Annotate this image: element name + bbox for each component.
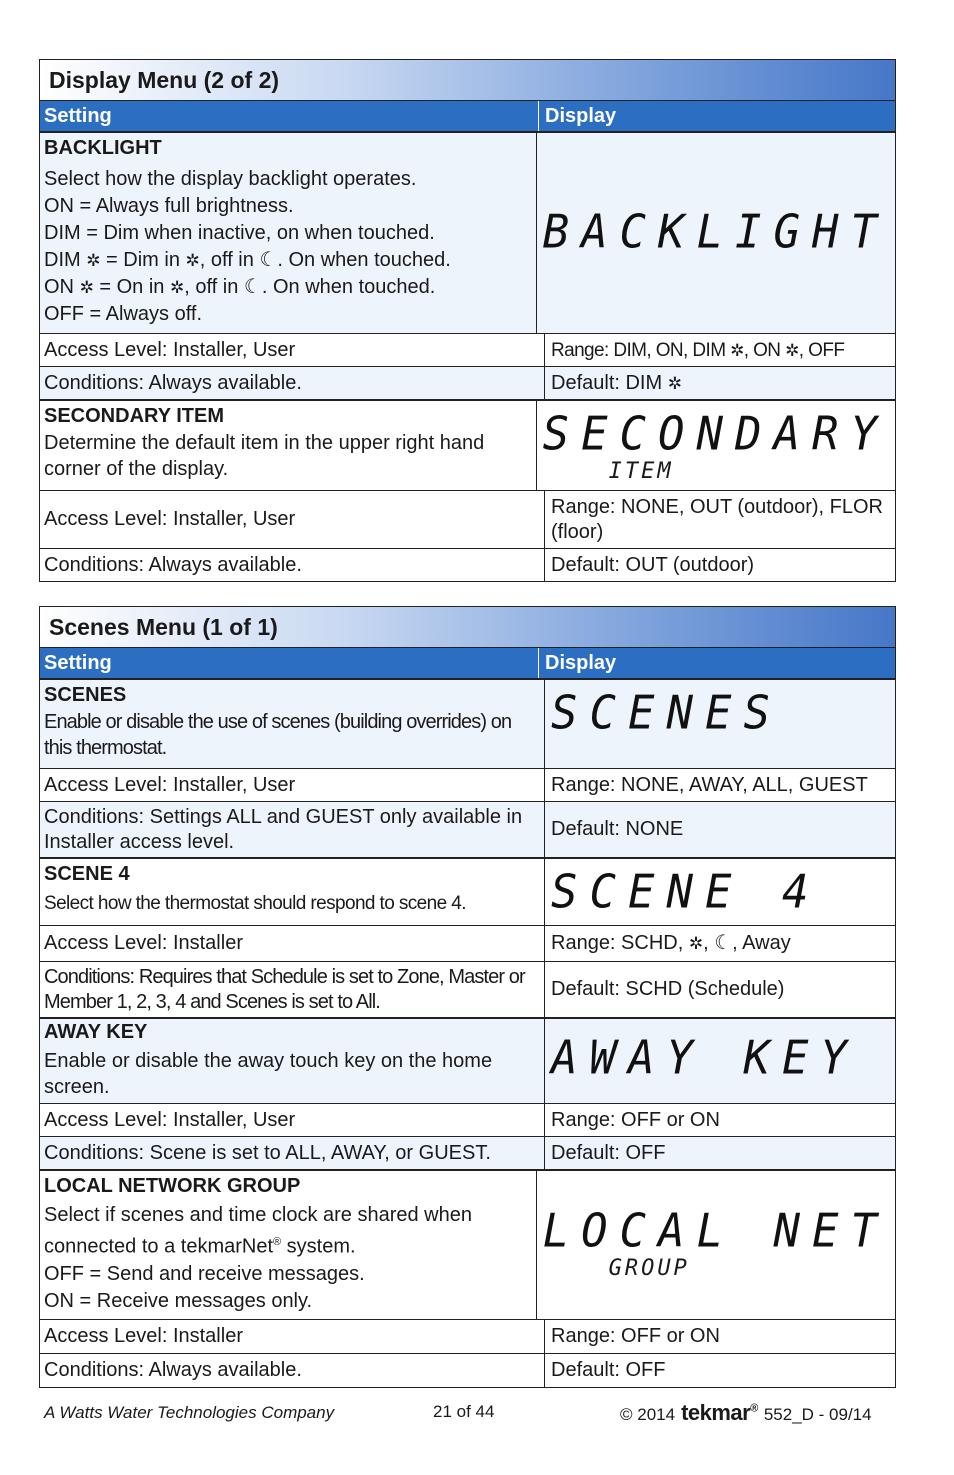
display-menu-header xyxy=(40,101,895,132)
backlight-desc1: Select how the display backlight operates. xyxy=(44,168,417,190)
secondary-lcd: SECONDARY xyxy=(542,407,889,462)
secondary-access-row xyxy=(40,490,895,548)
awaykey-lcd: AWAY KEY xyxy=(551,1031,859,1086)
footer-doc-code: 552_D - 09/14 xyxy=(763,1405,872,1424)
sun-icon: ✲ xyxy=(688,934,704,953)
sun-icon: ✲ xyxy=(79,278,94,297)
scenes-default: Default: NONE xyxy=(551,818,684,840)
scenes-conditions: Conditions: Settings ALL and GUEST only available in Installer access level. xyxy=(40,802,545,857)
awaykey-row xyxy=(40,1017,895,1103)
awaykey-conditions-row xyxy=(40,1136,895,1169)
secondary-row xyxy=(40,399,895,490)
moon-icon: ☾ xyxy=(259,249,278,271)
awaykey-range: Range: OFF or ON xyxy=(551,1108,720,1131)
scene4-access-row xyxy=(40,925,895,961)
scenes-name: SCENES xyxy=(44,684,127,706)
moon-icon: ☾ xyxy=(243,276,262,298)
scene4-row xyxy=(40,857,895,925)
scene4-range: Range: SCHD, ✲, ☾, Away xyxy=(545,926,895,961)
awaykey-conditions: Conditions: Scene is set to ALL, AWAY, or GUEST. xyxy=(40,1137,545,1169)
scenes-access: Access Level: Installer, User xyxy=(40,769,545,801)
scenes-range: Range: NONE, AWAY, ALL, GUEST xyxy=(551,773,868,796)
scenes-row xyxy=(40,679,895,768)
sun-icon: ✲ xyxy=(730,340,744,360)
backlight-conditions: Conditions: Always available. xyxy=(40,367,545,399)
backlight-name: BACKLIGHT xyxy=(44,137,162,159)
backlight-conditions-row xyxy=(40,366,895,399)
moon-icon: ☾ xyxy=(714,932,733,954)
scene4-name: SCENE 4 xyxy=(44,863,130,885)
secondary-desc: Determine the default item in the upper right hand corner of the display. xyxy=(44,432,485,480)
scene4-conditions-row xyxy=(40,961,895,1017)
backlight-access: Access Level: Installer, User xyxy=(40,334,545,366)
localnet-desc2: OFF = Send and receive messages. xyxy=(44,1262,365,1285)
backlight-range: Range: DIM, ON, DIM ✲, ON ✲, OFF xyxy=(545,334,895,366)
backlight-access-row xyxy=(40,333,895,366)
tekmar-logo: tekmar® xyxy=(681,1400,758,1425)
localnet-range: Range: OFF or ON xyxy=(551,1325,720,1347)
scenes-desc: Enable or disable the use of scenes (building overrides) on this thermostat. xyxy=(44,711,512,759)
col-display: Display xyxy=(545,652,617,674)
footer-company: A Watts Water Technologies Company xyxy=(44,1403,335,1422)
col-setting: Setting xyxy=(40,648,539,678)
awaykey-access: Access Level: Installer, User xyxy=(40,1104,545,1136)
localnet-access: Access Level: Installer xyxy=(40,1320,545,1353)
secondary-default: Default: OUT (outdoor) xyxy=(551,553,755,576)
localnet-name: LOCAL NETWORK GROUP xyxy=(44,1175,301,1197)
secondary-conditions: Conditions: Always available. xyxy=(40,549,545,581)
secondary-lcd-sub: ITEM xyxy=(608,459,674,484)
awaykey-name: AWAY KEY xyxy=(44,1021,148,1043)
secondary-conditions-row xyxy=(40,548,895,581)
scenes-menu-title: Scenes Menu (1 of 1) xyxy=(40,607,895,648)
scenes-menu-header xyxy=(40,648,895,679)
footer-copyright: © 2014 xyxy=(620,1405,676,1424)
scenes-access-row xyxy=(40,768,895,801)
scene4-default: Default: SCHD (Schedule) xyxy=(551,978,785,1000)
localnet-conditions-row xyxy=(40,1353,895,1387)
sun-icon: ✲ xyxy=(785,340,799,360)
secondary-access: Access Level: Installer, User xyxy=(40,491,545,548)
backlight-desc5: ON ✲ = On in ✲, off in ☾. On when touched. xyxy=(44,274,532,301)
backlight-desc2: ON = Always full brightness. xyxy=(44,195,294,217)
scenes-lcd: SCENES xyxy=(551,686,782,741)
sun-icon: ✲ xyxy=(667,373,682,393)
localnet-row xyxy=(40,1169,895,1319)
scenes-conditions-row xyxy=(40,801,895,857)
secondary-range: Range: NONE, OUT (outdoor), FLOR (floor) xyxy=(551,495,883,543)
localnet-access-row xyxy=(40,1319,895,1353)
footer-right xyxy=(620,1400,872,1426)
awaykey-access-row xyxy=(40,1103,895,1136)
secondary-name: SECONDARY ITEM xyxy=(44,405,225,427)
footer-page-number: 21 of 44 xyxy=(433,1402,495,1421)
localnet-lcd: LOCAL NET xyxy=(542,1204,889,1259)
scenes-menu-table xyxy=(39,606,896,1388)
display-menu-title: Display Menu (2 of 2) xyxy=(40,60,895,101)
backlight-desc3: DIM = Dim when inactive, on when touched. xyxy=(44,222,435,244)
col-display: Display xyxy=(545,105,617,127)
localnet-desc3: ON = Receive messages only. xyxy=(44,1289,313,1312)
awaykey-default: Default: OFF xyxy=(551,1141,666,1164)
localnet-lcd-sub: GROUP xyxy=(608,1256,690,1281)
scene4-lcd: SCENE 4 xyxy=(551,865,821,920)
backlight-default: Default: DIM ✲ xyxy=(545,367,895,399)
scene4-access: Access Level: Installer xyxy=(40,926,545,961)
localnet-default: Default: OFF xyxy=(551,1359,666,1381)
backlight-desc6: OFF = Always off. xyxy=(44,303,203,325)
scene4-conditions: Conditions: Requires that Schedule is set to Zone, Master or Member 1, 2, 3, 4 and Scenes is set to All. xyxy=(40,962,545,1017)
backlight-desc4: DIM ✲ = Dim in ✲, off in ☾. On when touched. xyxy=(44,247,532,274)
display-menu-table xyxy=(39,59,896,582)
col-setting: Setting xyxy=(40,101,539,131)
scene4-desc: Select how the thermostat should respond to scene 4. xyxy=(44,893,466,914)
awaykey-desc: Enable or disable the away touch key on the home screen. xyxy=(44,1050,493,1098)
localnet-desc1: Select if scenes and time clock are shared when connected to a tekmarNet® system. xyxy=(44,1204,472,1258)
backlight-lcd: BACKLIGHT xyxy=(542,205,889,260)
sun-icon: ✲ xyxy=(185,251,200,270)
backlight-row xyxy=(40,132,895,333)
sun-icon: ✲ xyxy=(86,251,101,270)
localnet-conditions: Conditions: Always available. xyxy=(40,1354,545,1387)
sun-icon: ✲ xyxy=(169,278,185,297)
